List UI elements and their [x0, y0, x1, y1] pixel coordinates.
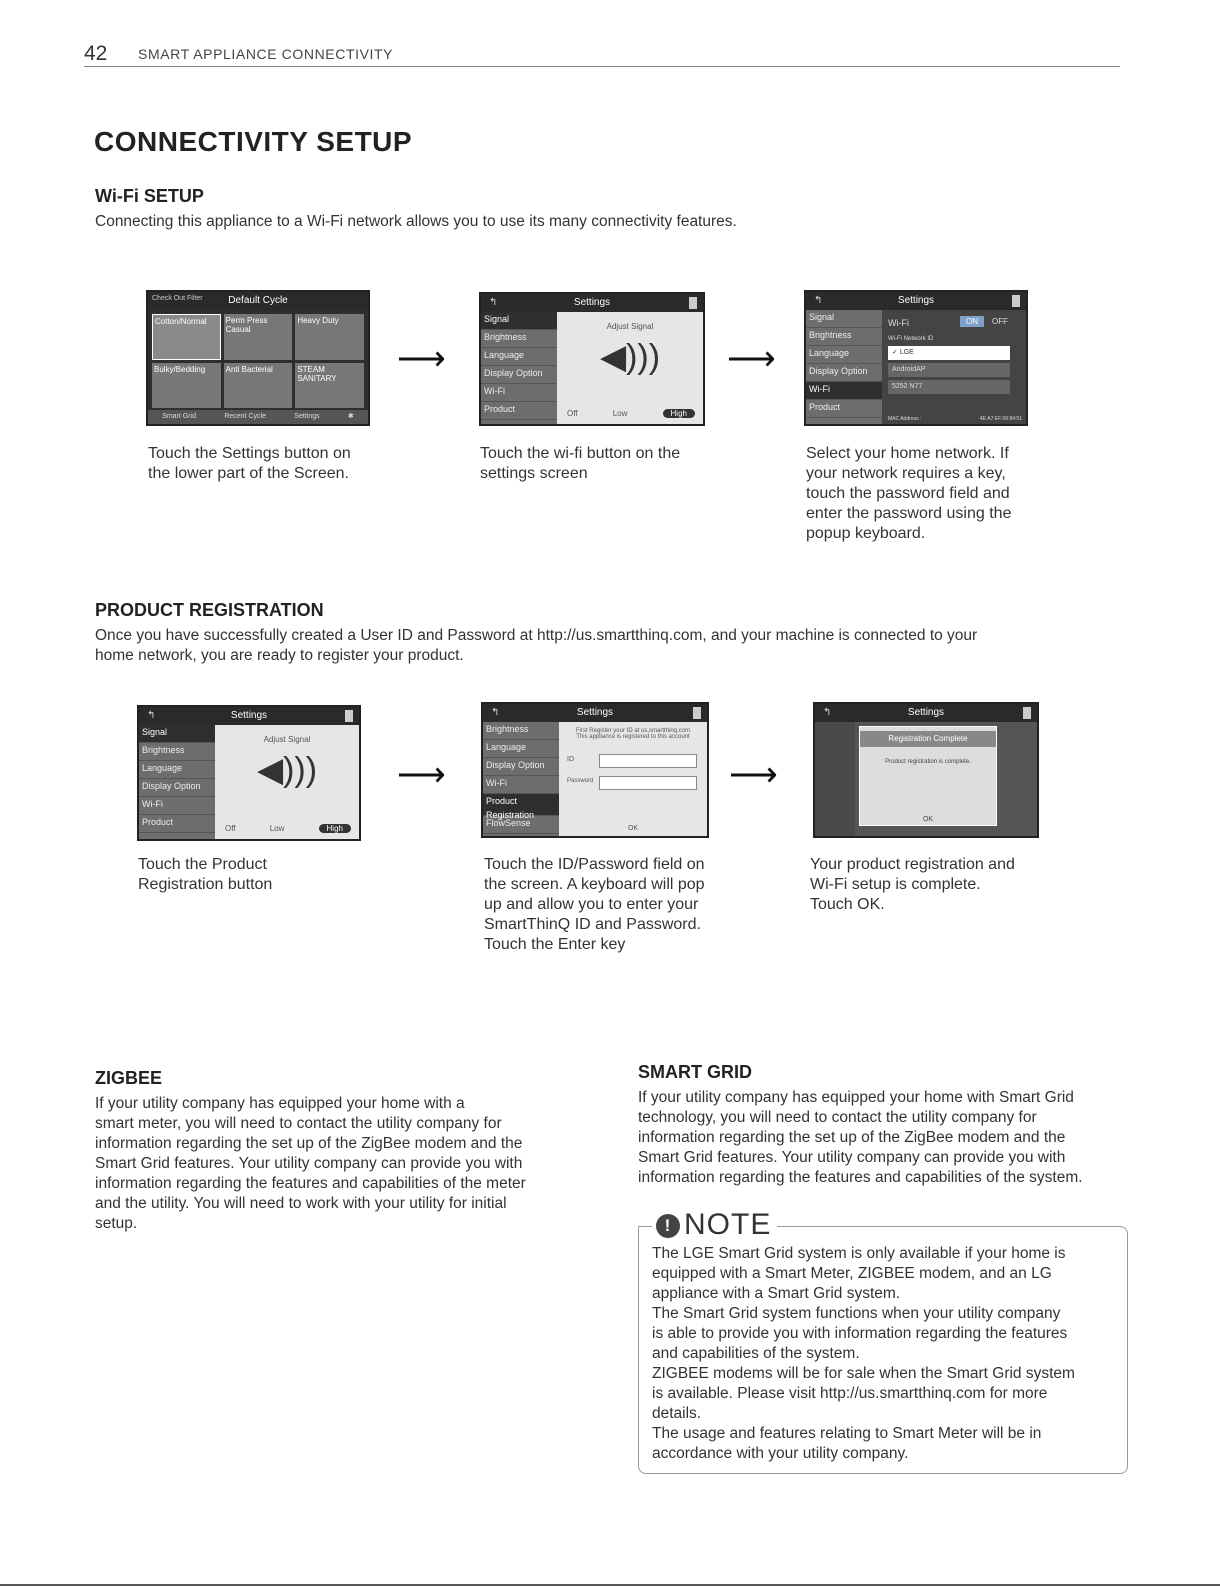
menu-icon — [1023, 707, 1031, 719]
settings-signal-screen — [479, 292, 705, 426]
menu-item: Signal — [139, 725, 215, 743]
dialog-message: Product registration is complete. — [885, 759, 971, 765]
cycle-tile: Bulky/Bedding — [152, 363, 221, 409]
wifi-pane — [882, 310, 1026, 424]
section-title: SMART APPLIANCE CONNECTIVITY — [138, 46, 394, 62]
ok-button: OK — [627, 825, 639, 832]
step-caption: Select your home network. If your network requires a key, touch the password field and enter the password using the popup keyboard. — [806, 445, 1012, 542]
menu-item: Display Option — [481, 366, 557, 384]
password-field — [599, 776, 697, 790]
menu-item: Brightness — [806, 328, 882, 346]
adjust-signal-label: Adjust Signal — [263, 735, 311, 744]
settings-menu — [139, 725, 215, 839]
note-heading: ! NOTE — [652, 1208, 777, 1242]
registration-complete-screen — [813, 702, 1039, 838]
smart-grid-heading: SMART GRID — [638, 1062, 752, 1082]
settings-tab: Settings — [294, 413, 320, 420]
settings-pane — [557, 312, 703, 424]
screen-title: Settings — [576, 707, 614, 718]
header-divider — [84, 66, 1120, 67]
wifi-off-toggle: OFF — [992, 317, 1008, 326]
menu-item: Wi-Fi — [806, 382, 882, 400]
network-item: ✓ LGE — [888, 346, 1010, 360]
login-pane — [559, 722, 707, 836]
id-field — [599, 754, 697, 768]
menu-item: Product — [139, 815, 215, 833]
menu-item: Display Option — [139, 779, 215, 797]
arrow-icon: ⟶ — [729, 756, 778, 794]
register-message: This appliance is registered to this account — [576, 734, 690, 740]
back-icon: ↰ — [823, 707, 832, 718]
cycle-tile: Anti Bacterial — [224, 363, 293, 409]
signal-off-option: Off — [567, 409, 578, 418]
footer-divider — [0, 1584, 1220, 1586]
recent-cycle-tab: Recent Cycle — [224, 413, 266, 420]
network-item: AndroidAP — [888, 363, 1010, 377]
register-message: First Register your ID at us.smartthinq.com — [575, 728, 691, 734]
cycle-tile: Heavy Duty — [295, 314, 364, 360]
back-icon: ↰ — [814, 295, 823, 306]
arrow-icon: ⟶ — [397, 340, 446, 378]
signal-high-option: High — [319, 824, 351, 833]
registration-dialog — [859, 726, 997, 826]
wifi-label: Wi-Fi — [888, 318, 909, 328]
dimmed-menu — [815, 722, 855, 836]
cycle-tile: Cotton/Normal — [152, 314, 221, 360]
screen-title: Settings — [573, 297, 611, 308]
step-caption: Touch the Settings button on the lower part of the Screen. — [148, 445, 351, 482]
default-cycle-screen — [146, 290, 370, 426]
menu-item: Language — [481, 348, 557, 366]
product-registration-heading: PRODUCT REGISTRATION — [95, 600, 324, 620]
menu-item: Wi-Fi — [483, 776, 559, 794]
wifi-setup-heading: Wi-Fi SETUP — [95, 186, 204, 206]
menu-icon — [345, 710, 353, 722]
password-label: Password — [567, 778, 594, 784]
back-icon: ↰ — [147, 710, 156, 721]
signal-off-option: Off — [225, 824, 236, 833]
registration-login-screen — [481, 702, 709, 838]
menu-item: Language — [483, 740, 559, 758]
signal-low-option: Low — [269, 824, 285, 833]
settings-menu — [806, 310, 882, 424]
page-number: 42 — [84, 42, 108, 65]
product-registration-intro: Once you have successfully created a User ID and Password at http://us.smartthinq.com, and your machine is connected to your home network, you are ready to register your product. — [95, 627, 978, 664]
menu-item: Product — [481, 402, 557, 420]
dialog-title: Registration Complete — [860, 731, 996, 747]
smart-grid-tab: Smart Grid — [162, 413, 196, 420]
cycle-tile: STEAM SANITARY — [295, 363, 364, 409]
wifi-on-toggle: ON — [960, 316, 984, 327]
note-body: The LGE Smart Grid system is only available if your home is equipped with a Smart Meter, ZIGBEE modem, and an LG appliance with a Smart Grid system. The Smart Grid system functions when your utility company is able to provide you with information regarding the features and capabilities of the system. ZIGBEE modems will be for sale when the Smart Grid system is available. Please visit http://us.smartthinq.com for more details. The usage and features relating to Smart Meter will be in accordance with your utility company. — [652, 1245, 1075, 1462]
alert-icon: ! — [656, 1214, 680, 1238]
mac-address-value: 4E:A7:EF:09:84:51 — [979, 416, 1022, 422]
step-caption: Your product registration and Wi-Fi setup is complete. Touch OK. — [810, 856, 1015, 913]
menu-item: Signal — [806, 310, 882, 328]
gear-icon: ✱ — [347, 413, 354, 420]
speaker-icon: ◀))) — [599, 338, 661, 376]
zigbee-heading: ZIGBEE — [95, 1068, 163, 1088]
screen-title: Default Cycle — [148, 292, 368, 310]
step-caption: Touch the ID/Password field on the screen. A keyboard will pop up and allow you to enter your SmartThinQ ID and Password. Touch the Enter key — [484, 856, 705, 953]
back-icon: ↰ — [491, 707, 500, 718]
menu-item: Language — [139, 761, 215, 779]
menu-item: FlowSense — [483, 816, 559, 834]
menu-item: Product — [806, 400, 882, 418]
mac-address-label: MAC Address : — [888, 416, 922, 422]
network-item: 5252 N77 — [888, 380, 1010, 394]
screen-title: Settings — [897, 295, 935, 306]
id-label: ID — [567, 756, 574, 763]
page-title: CONNECTIVITY SETUP — [94, 126, 413, 157]
signal-low-option: Low — [612, 409, 628, 418]
step-caption: Touch the Product Registration button — [138, 856, 273, 893]
settings-menu — [483, 722, 559, 836]
menu-item: Wi-Fi — [481, 384, 557, 402]
menu-icon — [1012, 295, 1020, 307]
zigbee-body: If your utility company has equipped your home with a smart meter, you will need to contact the utility company for information regarding the set up of the ZigBee modem and the Smart Grid features. Your utility company can provide you with information regarding the features and capabilities of the meter and the utility. You will need to work with your utility for initial setup. — [95, 1095, 526, 1232]
adjust-signal-label: Adjust Signal — [606, 322, 654, 331]
menu-icon — [693, 707, 701, 719]
wifi-setup-intro: Connecting this appliance to a Wi-Fi network allows you to use its many connectivity features. — [95, 213, 737, 230]
menu-item: Brightness — [139, 743, 215, 761]
menu-item: Wi-Fi — [139, 797, 215, 815]
ok-button: OK — [922, 816, 934, 823]
menu-item: Signal — [481, 312, 557, 330]
menu-item: Brightness — [483, 722, 559, 740]
menu-item: Product Registration — [483, 794, 559, 816]
screen-title: Settings — [907, 707, 945, 718]
signal-high-option: High — [663, 409, 695, 418]
speaker-icon: ◀))) — [256, 751, 318, 789]
menu-item: Language — [806, 346, 882, 364]
step-caption: Touch the wi-fi button on the settings screen — [480, 445, 681, 482]
arrow-icon: ⟶ — [727, 340, 776, 378]
settings-menu — [481, 312, 557, 424]
network-id-label: Wi-Fi Network ID — [888, 336, 934, 342]
smart-grid-body: If your utility company has equipped your home with Smart Grid technology, you will need to contact the utility company for information regarding the set up of the ZigBee modem and the Smart Grid features. Your utility company can provide you with information regarding the features and capabilities of the system. — [638, 1089, 1083, 1186]
screen-title: Settings — [230, 710, 268, 721]
menu-item: Brightness — [481, 330, 557, 348]
wifi-network-screen — [804, 290, 1028, 426]
arrow-icon: ⟶ — [397, 756, 446, 794]
back-icon: ↰ — [489, 297, 498, 308]
menu-item: Display Option — [806, 364, 882, 382]
menu-icon — [689, 297, 697, 309]
settings-pane — [215, 725, 359, 839]
menu-item: Display Option — [483, 758, 559, 776]
settings-signal-screen — [137, 705, 361, 841]
check-filter-label: Check Out Filter — [152, 295, 203, 302]
cycle-tile: Perm Press Casual — [224, 314, 293, 360]
